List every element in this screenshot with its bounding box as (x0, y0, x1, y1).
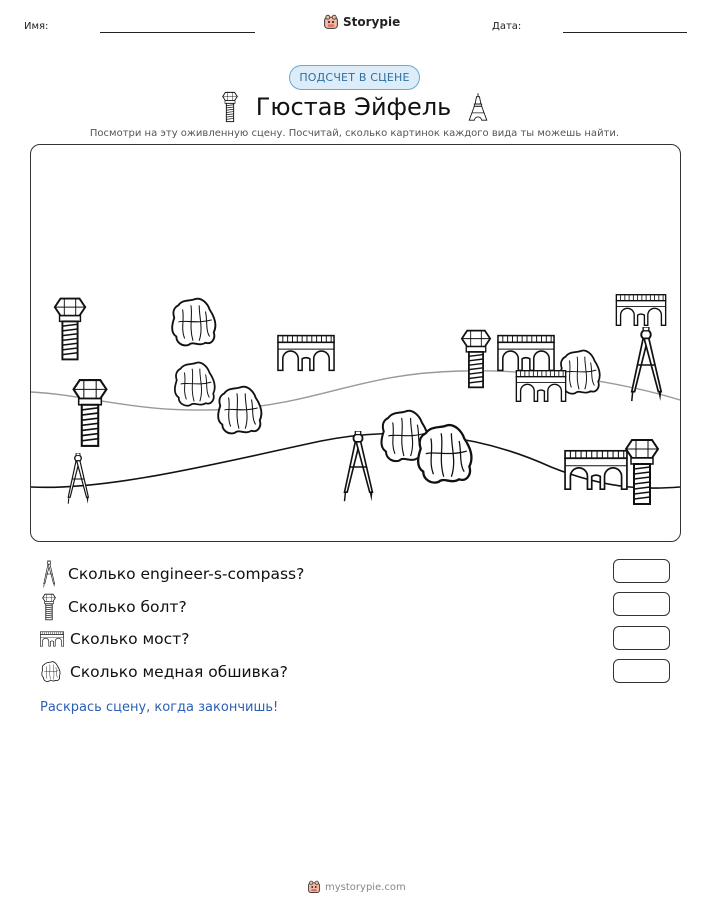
footer-site[interactable]: mystorypie.com (325, 881, 406, 893)
bridge-4 (616, 295, 665, 326)
bolt-2 (74, 380, 107, 446)
answer-box-bolt[interactable] (613, 592, 670, 616)
bridge-icon (40, 627, 64, 651)
name-label: Имя: (24, 21, 49, 32)
footer (307, 880, 406, 894)
date-label: Дата: (492, 21, 522, 32)
question-text: Сколько медная обшивка? (70, 663, 288, 681)
brand-name: Storypie (343, 15, 401, 29)
bolt-3 (462, 331, 490, 388)
storypie-logo-icon (323, 14, 339, 30)
copper-sheathing-icon (40, 660, 62, 684)
activity-tag: ПОДСЧЕТ В СЦЕНЕ (289, 65, 419, 90)
eiffel-tower-icon (467, 92, 489, 122)
instructions: Посмотри на эту оживленную сцену. Посчитай, сколько картинок каждого вида ты можешь найти. (89, 128, 620, 139)
question-row-compass (40, 560, 304, 588)
question-row-copper (40, 660, 288, 684)
engineer-s-compass-2 (345, 431, 373, 501)
engineer-s-compass-1 (68, 453, 88, 504)
bridge-1 (278, 336, 334, 371)
bolt-icon (220, 91, 240, 123)
counting-scene (30, 144, 681, 542)
bridge-5 (565, 451, 627, 489)
bolt-icon (40, 593, 58, 621)
engineer-s-compass-3 (632, 327, 661, 401)
copper-sheathing-3 (218, 387, 261, 434)
copper-sheathing-5 (418, 425, 471, 482)
bridge-2 (498, 336, 554, 371)
bolt-1 (55, 299, 85, 360)
question-text: Сколько болт? (68, 598, 187, 616)
brand-logo (323, 14, 400, 30)
engineer-s-compass-icon (40, 560, 58, 588)
answer-box-compass[interactable] (613, 559, 670, 583)
storypie-logo-icon (307, 880, 321, 894)
answer-box-bridge[interactable] (613, 626, 670, 650)
question-row-bridge (40, 627, 189, 651)
bolt-4 (626, 440, 658, 504)
bridge-3 (516, 371, 565, 402)
date-field[interactable] (563, 32, 687, 33)
question-text: Сколько engineer-s-compass? (68, 565, 305, 583)
answer-box-copper[interactable] (613, 659, 670, 683)
copper-sheathing-2 (175, 363, 215, 406)
question-row-bolt (40, 593, 187, 621)
page-title: Гюстав Эйфель (255, 93, 452, 121)
copper-sheathing-1 (172, 299, 215, 346)
scene-canvas (31, 145, 680, 541)
coloring-instruction: Раскрась сцену, когда закончишь! (40, 700, 279, 715)
name-field[interactable] (100, 32, 255, 33)
question-text: Сколько мост? (70, 630, 190, 648)
